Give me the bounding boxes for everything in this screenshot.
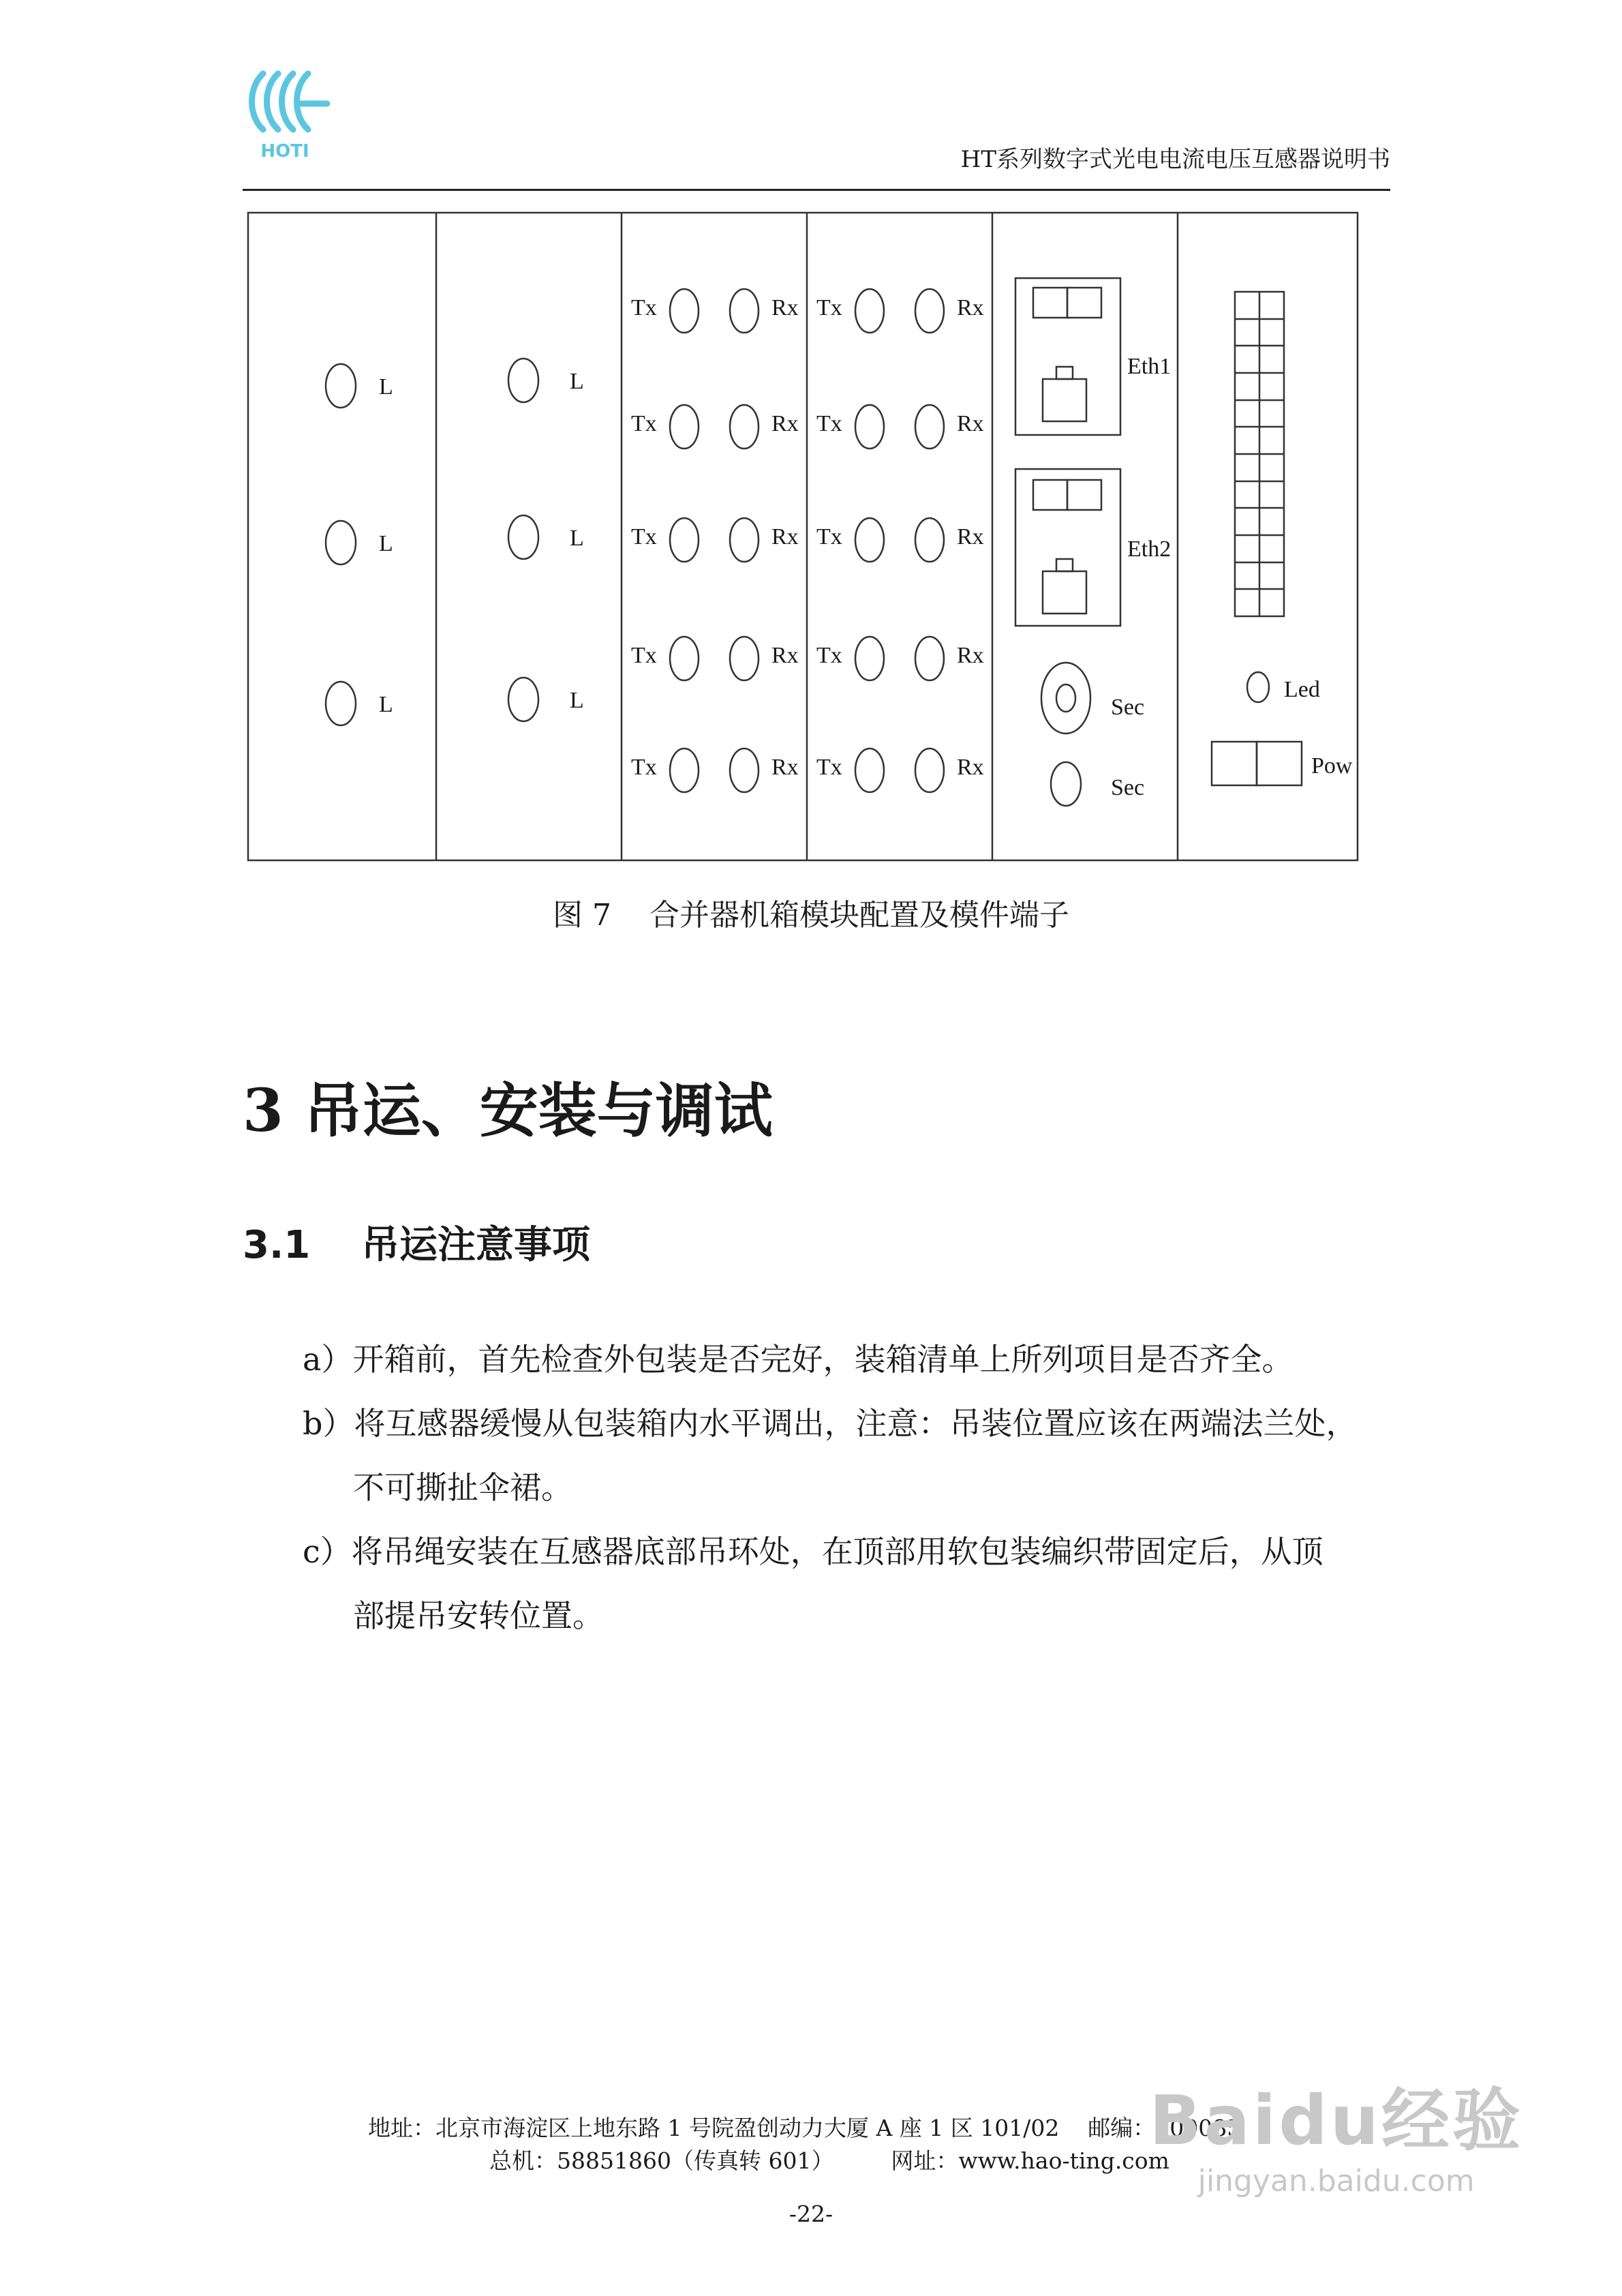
pow-label: Pow xyxy=(1311,753,1353,779)
rx-label: Rx xyxy=(957,411,984,436)
tx-port-icon xyxy=(855,405,884,449)
merger-chassis-diagram xyxy=(245,210,1363,864)
power-socket-icon xyxy=(1257,742,1302,785)
tx-label: Tx xyxy=(816,524,842,549)
tx-label: Tx xyxy=(631,411,657,436)
tx-label: Tx xyxy=(816,411,842,436)
list-marker: b） xyxy=(303,1405,354,1442)
sec-label: Sec xyxy=(1111,775,1145,800)
tx-port-icon xyxy=(855,749,884,792)
figure-caption: 图 7 合并器机箱模块配置及模件端子 xyxy=(553,898,1069,933)
watermark-url: jingyan.baidu.com xyxy=(1197,2164,1475,2199)
list-text: 将吊绳安装在互感器底部吊环处，在顶部用软包装编织带固定后，从顶 xyxy=(351,1533,1323,1570)
l-port-icon xyxy=(326,521,356,564)
company-logo xyxy=(243,61,331,164)
list-item xyxy=(303,1527,1323,1572)
list-text: 开箱前，首先检查外包装是否完好，装箱清单上所列项目是否齐全。 xyxy=(352,1341,1294,1378)
sec-connector-core-icon xyxy=(1056,684,1075,712)
rx-label: Rx xyxy=(957,643,984,668)
page-number: -22- xyxy=(789,2201,833,2227)
l-port-label: L xyxy=(570,369,584,394)
rx-port-icon xyxy=(915,289,944,333)
tx-port-icon xyxy=(670,637,699,680)
tx-port-icon xyxy=(670,518,699,562)
eth1-fiber-port-icon xyxy=(1033,288,1067,318)
rx-port-icon xyxy=(730,518,759,562)
chassis-outline xyxy=(248,213,1358,860)
eth2-label: Eth2 xyxy=(1127,537,1172,562)
l-port-icon xyxy=(326,682,356,725)
rx-label: Rx xyxy=(771,411,799,436)
sec-connector-icon xyxy=(1041,663,1090,734)
tx-port-icon xyxy=(855,518,884,562)
tx-label: Tx xyxy=(631,524,657,549)
tx-label: Tx xyxy=(631,643,657,668)
document-title: HT系列数字式光电电流电压互感器说明书 xyxy=(960,146,1390,173)
led-label: Led xyxy=(1284,677,1320,702)
tx-port-icon xyxy=(855,637,884,680)
logo-text: HOTI xyxy=(260,141,309,162)
subsection-title: 吊运注意事项 xyxy=(361,1223,590,1267)
l-port-label: L xyxy=(379,531,393,556)
list-item xyxy=(303,1399,1357,1444)
eth2-rj45-port-icon xyxy=(1043,571,1086,614)
eth1-rj45-port-icon xyxy=(1043,379,1086,421)
rx-label: Rx xyxy=(957,295,984,320)
rx-label: Rx xyxy=(771,524,799,549)
l-port-label: L xyxy=(570,688,584,713)
list-marker: a） xyxy=(303,1341,353,1378)
terminal-block-icon xyxy=(1235,292,1284,616)
list-item xyxy=(303,1335,1293,1380)
list-marker: c） xyxy=(303,1533,352,1570)
rx-port-icon xyxy=(730,405,759,449)
rx-port-icon xyxy=(730,637,759,680)
tx-port-icon xyxy=(670,289,699,333)
subsection-number: 3.1 xyxy=(243,1223,311,1267)
tx-label: Tx xyxy=(816,295,842,320)
l-port-icon xyxy=(508,359,538,402)
tx-port-icon xyxy=(855,289,884,333)
tx-label: Tx xyxy=(816,755,842,780)
sec-port-icon xyxy=(1051,762,1081,806)
eth2-fiber-port-icon xyxy=(1067,480,1101,510)
footer-address: 地址：北京市海淀区上地东路 1 号院盈创动力大厦 A 座 1 区 101/02 邮编：100085 xyxy=(368,2115,1242,2141)
l-port-icon xyxy=(326,364,356,408)
sec-label: Sec xyxy=(1111,695,1145,720)
led-indicator-icon xyxy=(1247,672,1269,702)
list-item-continuation: 部提吊安转位置。 xyxy=(353,1597,604,1634)
power-socket-icon xyxy=(1212,742,1257,785)
eth1-label: Eth1 xyxy=(1127,354,1172,379)
tx-label: Tx xyxy=(631,295,657,320)
rx-port-icon xyxy=(730,749,759,792)
section-heading: 3 吊运、安装与调试 xyxy=(243,1076,773,1145)
l-port-icon xyxy=(508,678,538,721)
rx-label: Rx xyxy=(771,295,799,320)
eth2-rj45-tab-icon xyxy=(1056,559,1073,571)
rx-label: Rx xyxy=(771,755,799,780)
rx-port-icon xyxy=(915,749,944,792)
tx-port-icon xyxy=(670,749,699,792)
list-item-continuation: 不可撕扯伞裙。 xyxy=(353,1469,572,1506)
rx-label: Rx xyxy=(771,643,799,668)
header-divider xyxy=(243,189,1390,191)
rx-port-icon xyxy=(915,637,944,680)
rx-label: Rx xyxy=(957,524,984,549)
rx-label: Rx xyxy=(957,755,984,780)
l-port-label: L xyxy=(570,526,584,551)
rx-port-icon xyxy=(915,518,944,562)
eth1-rj45-tab-icon xyxy=(1056,367,1073,379)
watermark xyxy=(1149,2066,1523,2199)
eth1-fiber-port-icon xyxy=(1067,288,1101,318)
hoti-logo-icon xyxy=(243,61,331,164)
rx-port-icon xyxy=(730,289,759,333)
l-port-label: L xyxy=(379,374,393,399)
subsection-heading xyxy=(243,1215,590,1269)
list-text: 将互感器缓慢从包装箱内水平调出，注意：吊装位置应该在两端法兰处， xyxy=(354,1405,1358,1442)
tx-port-icon xyxy=(670,405,699,449)
eth2-fiber-port-icon xyxy=(1033,480,1067,510)
watermark-brand: Baidu经验 xyxy=(1149,2081,1523,2160)
l-port-icon xyxy=(508,515,538,559)
footer-contact: 总机：58851860（传真转 601） 网址：www.hao-ting.com xyxy=(489,2147,1169,2174)
tx-label: Tx xyxy=(631,755,657,780)
l-port-label: L xyxy=(379,692,393,717)
tx-label: Tx xyxy=(816,643,842,668)
rx-port-icon xyxy=(915,405,944,449)
